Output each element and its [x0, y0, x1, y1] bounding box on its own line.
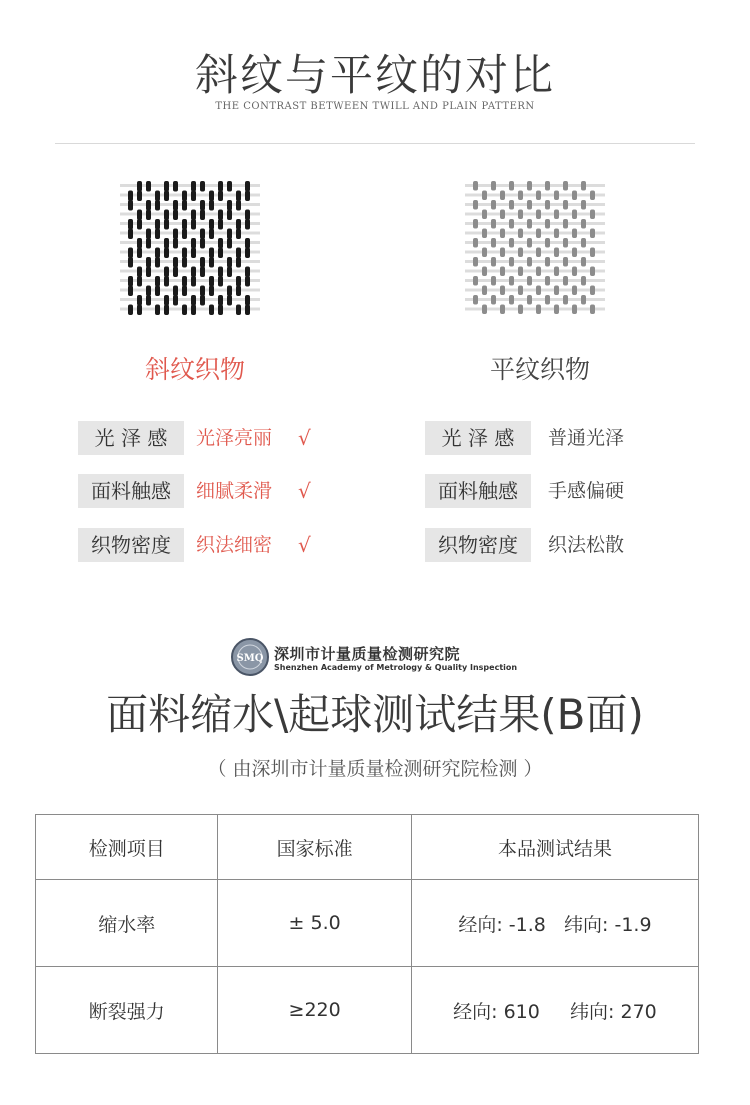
- property-label-gloss-plain: 光 泽 感: [425, 421, 531, 455]
- property-label-touch-plain: 面料触感: [425, 474, 531, 508]
- smq-logo-icon: [230, 637, 270, 677]
- twill-value-gloss: 光泽亮丽: [196, 427, 273, 449]
- property-label-gloss-twill: 光 泽 感: [78, 421, 184, 455]
- check-icon: √: [298, 533, 311, 557]
- cell-standard: ≥220: [218, 967, 411, 1054]
- weft-label: 纬向:: [570, 1000, 615, 1023]
- cell-item: 缩水率: [36, 880, 218, 967]
- plain-value-touch: 手感偏硬: [548, 480, 625, 502]
- warp-value: 610: [503, 1000, 540, 1023]
- logo-badge-text: SMQ: [236, 653, 264, 664]
- check-icon: √: [298, 426, 311, 450]
- plain-value-gloss: 普通光泽: [548, 427, 625, 449]
- warp-label: 经向:: [458, 913, 503, 936]
- results-table: [35, 814, 699, 1054]
- twill-weave-image: [120, 178, 260, 328]
- check-icon: √: [298, 479, 311, 503]
- table-row: [36, 880, 699, 967]
- cell-item: 断裂强力: [36, 967, 218, 1054]
- property-label-touch-twill: 面料触感: [78, 474, 184, 508]
- cell-result: [411, 967, 698, 1054]
- weft-value: -1.9: [614, 913, 652, 936]
- comparison-title: 斜纹与平纹的对比: [195, 51, 555, 101]
- institute-name-en: Shenzhen Academy of Metrology & Quality Inspection: [274, 663, 518, 672]
- plain-weave-image: [465, 178, 605, 328]
- header-standard: 国家标准: [218, 815, 411, 880]
- warp-label: 经向:: [453, 1000, 498, 1023]
- cell-result: [411, 880, 698, 967]
- test-results-subtitle: （ 由深圳市计量质量检测研究院检测 ）: [207, 758, 543, 780]
- test-results-title: 面料缩水\起球测试结果(B面): [106, 690, 644, 739]
- warp-value: -1.8: [508, 913, 546, 936]
- divider: [55, 143, 695, 144]
- property-label-density-twill: 织物密度: [78, 528, 184, 562]
- plain-value-density: 织法松散: [548, 534, 625, 556]
- weft-value: 270: [620, 1000, 657, 1023]
- property-label-density-plain: 织物密度: [425, 528, 531, 562]
- twill-value-density: 织法细密: [196, 534, 273, 556]
- cell-standard: ± 5.0: [218, 880, 411, 967]
- header-result: 本品测试结果: [411, 815, 698, 880]
- table-header-row: [36, 815, 699, 880]
- weft-label: 纬向:: [564, 913, 609, 936]
- plain-fabric-label: 平纹织物: [489, 355, 590, 384]
- table-row: [36, 967, 699, 1054]
- twill-value-touch: 细腻柔滑: [196, 480, 273, 502]
- twill-fabric-label: 斜纹织物: [144, 355, 245, 384]
- comparison-subtitle: THE CONTRAST BETWEEN TWILL AND PLAIN PATTERN: [215, 101, 535, 112]
- institute-name-cn: 深圳市计量质量检测研究院: [274, 645, 461, 663]
- header-item: 检测项目: [36, 815, 218, 880]
